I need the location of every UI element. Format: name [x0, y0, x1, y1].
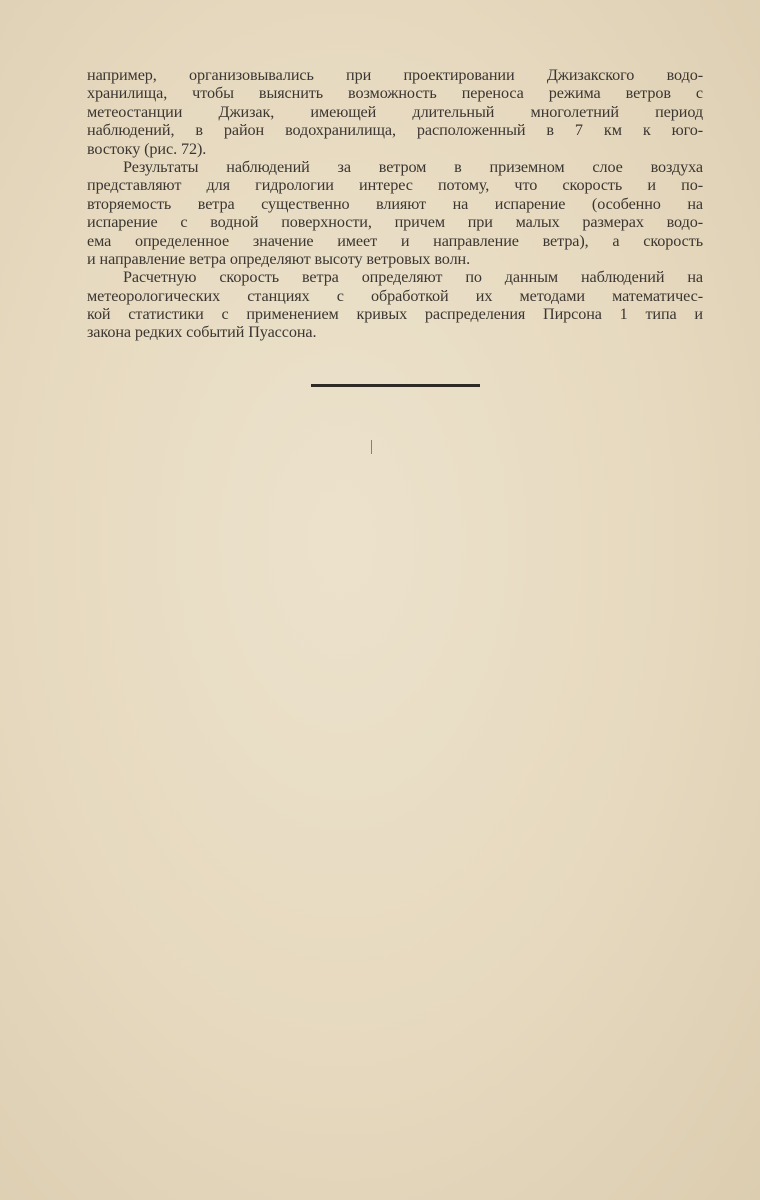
- text-line: востоку (рис. 72).: [87, 139, 207, 158]
- text-line: представляют для гидрологии интерес потому, что скорость и по-: [87, 176, 703, 195]
- text-line: закона редких событий Пуассона.: [87, 323, 317, 342]
- paragraph-start-line: Расчетную скорость ветра определяют по данным наблюдений на: [123, 268, 703, 287]
- body-text: [87, 66, 703, 342]
- text-line: ема определенное значение имеет и направление ветра), а скорость: [87, 231, 703, 250]
- text-line: хранилища, чтобы выяснить возможность переноса режима ветров с: [87, 84, 703, 103]
- section-end-rule: [311, 384, 480, 387]
- text-line: испарение с водной поверхности, причем при малых размерах водо-: [87, 213, 703, 232]
- paragraph-start-line: Результаты наблюдений за ветром в приземном слое воздуха: [123, 157, 703, 176]
- text-line: и направление ветра определяют высоту ветровых волн.: [87, 249, 471, 268]
- paper-speck: [371, 440, 372, 454]
- text-line: кой статистики с применением кривых распределения Пирсона 1 типа и: [87, 305, 703, 324]
- text-line: метеорологических станциях с обработкой их методами математичес-: [87, 286, 703, 305]
- text-line: вторяемость ветра существенно влияют на испарение (особенно на: [87, 194, 703, 213]
- text-line: например, организовывались при проектировании Джизакского водо-: [87, 66, 703, 84]
- text-line: метеостанции Джизак, имеющей длительный многолетний период: [87, 102, 703, 121]
- text-line: наблюдений, в район водохранилища, расположенный в 7 км к юго-: [87, 121, 703, 140]
